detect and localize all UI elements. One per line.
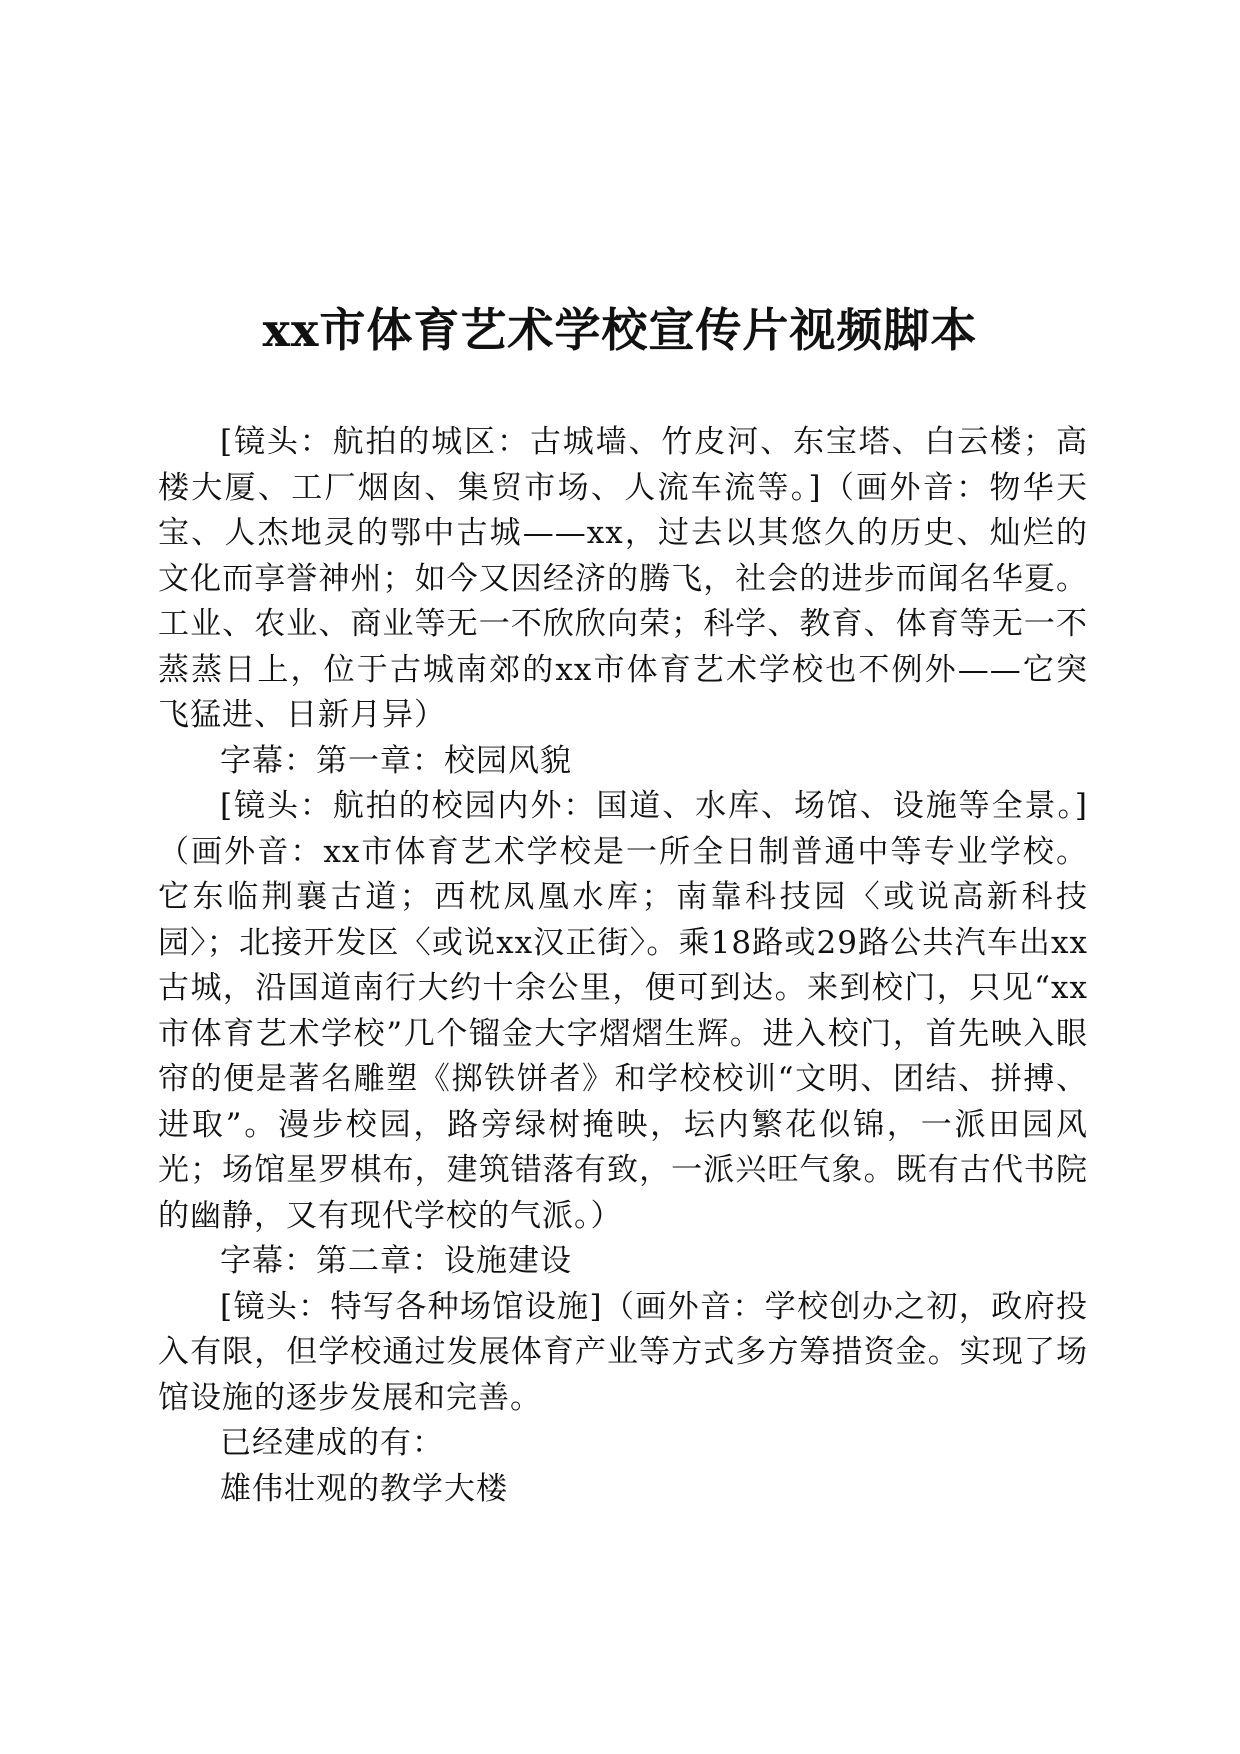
subtitle-chapter-one: 字幕：第一章：校园风貌 <box>220 742 572 779</box>
paragraph-built-list-intro: 已经建成的有： <box>220 1425 444 1461</box>
subtitle-chapter-two: 字幕：第二章：设施建设 <box>220 1243 572 1279</box>
paragraph-facilities: [镜头：特写各种场馆设施]（画外音：学校创办之初，政府投入有限，但学校通过发展体育产业等方式多方筹措资金。实现了场馆设施的逐步发展和完善。 <box>158 1288 1088 1416</box>
document-body <box>158 420 1088 1512</box>
paragraph-teaching-building: 雄伟壮观的教学大楼 <box>220 1470 508 1507</box>
document-title: xx市体育艺术学校宣传片视频脚本 <box>262 303 978 357</box>
paragraph-city-aerial: [镜头：航拍的城区：古城墙、竹皮河、东宝塔、白云楼；高楼大厦、工厂烟囱、集贸市场、人流车流等。]（画外音：物华天宝、人杰地灵的鄂中古城——xx，过去以其悠久的历史、灿烂的文化而享誉神州；如今又因经济的腾飞，社会的进步而闻名华夏。工业、农业、商业等无一不欣欣向荣；科学、教育、体育等无一不蒸蒸日上，位于古城南郊的xx市体育艺术学校也不例外——它突飞猛进、日新月异） <box>158 424 1088 733</box>
paragraph-campus-overview: [镜头：航拍的校园内外：国道、水库、场馆、设施等全景。]（画外音：xx市体育艺术学校是一所全日制普通中等专业学校。它东临荆襄古道；西枕凤凰水库；南靠科技园〈或说高新科技园〉；北接开发区〈或说xx汉正街〉。乘18路或29路公共汽车出xx古城，沿国道南行大约十余公里，便可到达。来到校门，只见“xx市体育艺术学校”几个镏金大字熠熠生辉。进入校门，首先映入眼帘的便是著名雕塑《掷铁饼者》和学校校训“文明、团结、拼搏、进取”。漫步校园，路旁绿树掩映，坛内繁花似锦，一派田园风光；场馆星罗棋布，建筑错落有致，一派兴旺气象。既有古代书院的幽静，又有现代学校的气派。） <box>158 788 1088 1234</box>
